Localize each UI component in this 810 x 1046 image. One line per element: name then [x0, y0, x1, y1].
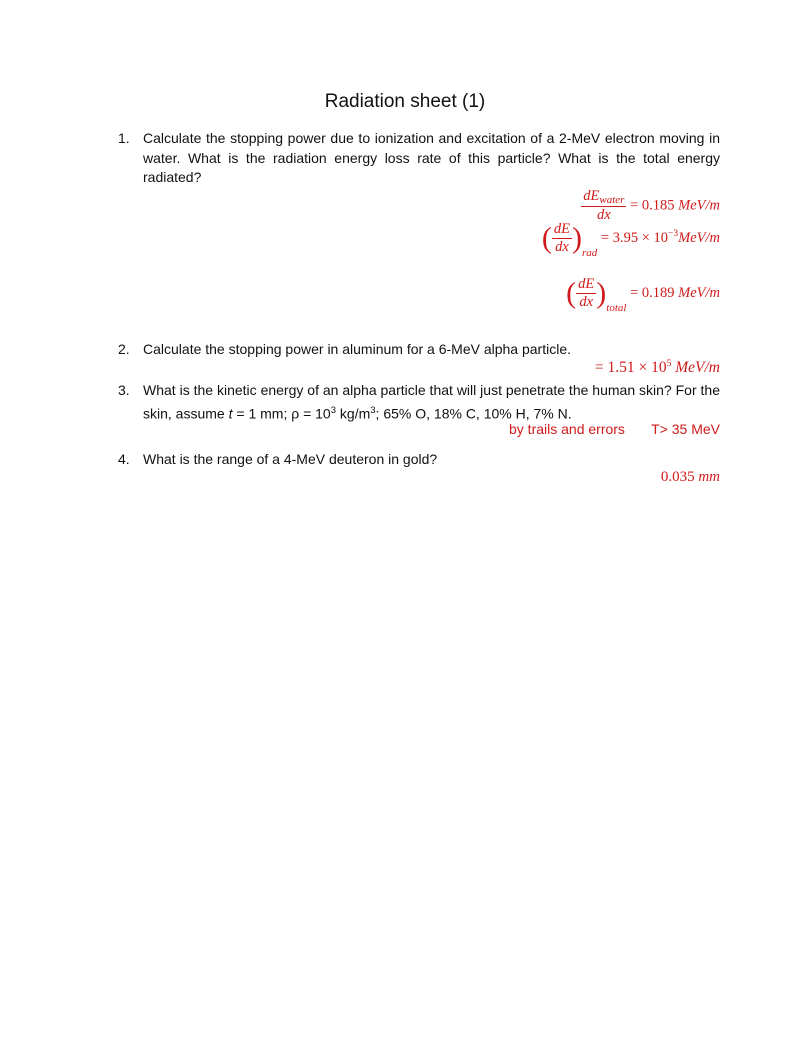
left-paren-icon: ( — [566, 276, 577, 310]
answer-2 — [595, 359, 720, 377]
value: = 0.185 — [630, 197, 679, 214]
question-3 — [118, 381, 720, 424]
exponent: 5 — [666, 359, 672, 369]
subscript: rad — [582, 246, 598, 259]
fraction — [576, 276, 596, 311]
right-paren-icon: ) — [572, 221, 582, 255]
denominator: dx — [555, 239, 569, 255]
answer-1-total — [566, 276, 720, 314]
question-2 — [118, 340, 720, 360]
answer-3-value: T> 35 MeV — [651, 421, 720, 437]
answer-3-note: by trails and errors — [509, 421, 625, 437]
value: = 3.95 × 10 — [600, 229, 669, 246]
question-number: 3. — [118, 382, 130, 398]
question-text: What is the range of a 4-MeV deuteron in gold? — [143, 451, 438, 467]
numerator: dE — [553, 221, 570, 237]
value: = 1.51 × 10 — [594, 359, 667, 377]
text-part: ; 65% O, 18% C, 10% H, 7% N. — [375, 405, 572, 422]
value: 0.035 — [660, 469, 699, 485]
exponent: 3 — [370, 404, 376, 416]
denominator: dx — [579, 294, 594, 310]
exponent: −3 — [668, 229, 679, 239]
question-text — [143, 381, 720, 424]
answer-4 — [661, 469, 720, 486]
page-title: Radiation sheet (1) — [324, 91, 486, 112]
fraction — [552, 221, 572, 256]
question-text: Calculate the stopping power in aluminum for a 6-MeV alpha particle. — [143, 341, 572, 357]
question-4 — [118, 450, 720, 470]
text-part: = 1 mm; ρ = 10 — [232, 405, 331, 422]
unit: MeV/m — [678, 229, 720, 246]
numerator: dE — [578, 276, 595, 292]
question-1 — [118, 129, 720, 188]
variable: t — [228, 405, 233, 422]
exponent: 3 — [330, 404, 337, 416]
unit: MeV/m — [671, 359, 720, 377]
text-part: kg/m — [336, 405, 371, 422]
question-text: Calculate the stopping power due to ionization and excitation of a 2-MeV electron moving in water. What is the radiation energy loss rate of this particle? What is the total energy radiated? — [143, 130, 720, 185]
numerator: dE — [583, 188, 600, 204]
question-number: 1. — [118, 130, 130, 146]
unit: MeV/m — [678, 197, 720, 214]
subscript: water — [599, 194, 625, 206]
denominator: dx — [597, 207, 611, 223]
left-paren-icon: ( — [541, 221, 552, 255]
right-paren-icon: ) — [596, 276, 607, 310]
answer-1-radiation-loss — [541, 221, 720, 259]
text-part: What is the kinetic energy of an alpha particle that will just penetrate the human skin? For the skin, assume — [143, 382, 720, 422]
answer-1-stopping-power — [581, 188, 720, 224]
unit: mm — [698, 469, 720, 485]
unit: MeV/m — [678, 284, 720, 301]
subscript: total — [606, 301, 627, 314]
question-number: 2. — [118, 341, 130, 357]
fraction — [581, 188, 626, 224]
question-number: 4. — [118, 451, 130, 467]
value: = 0.189 — [630, 284, 679, 301]
